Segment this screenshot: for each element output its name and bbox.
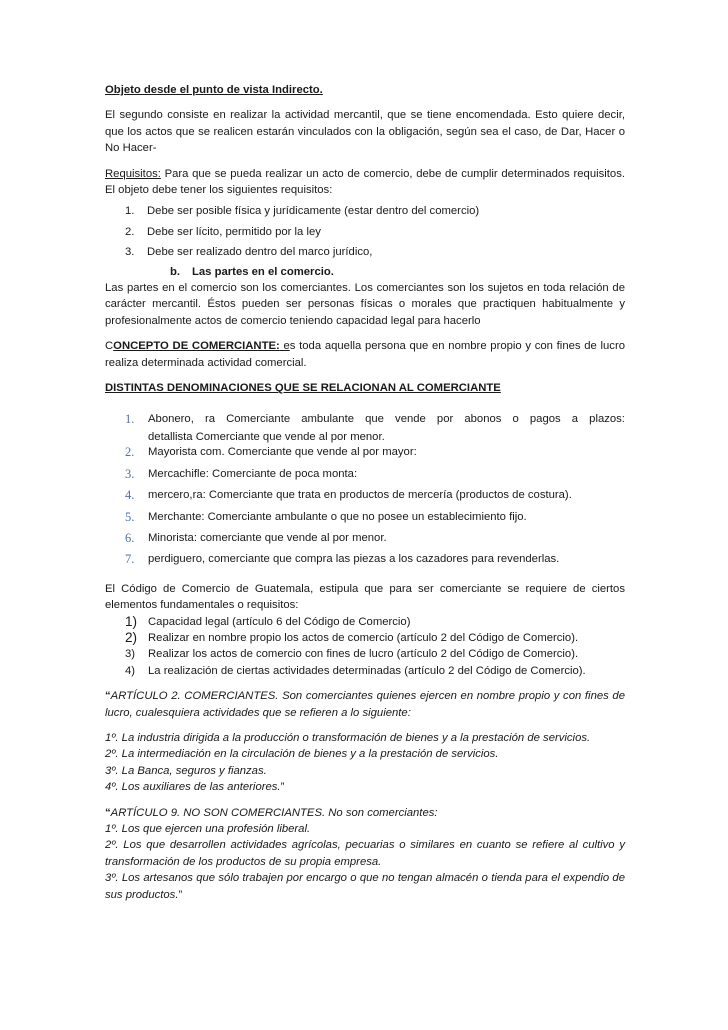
article-9-intro: “ARTÍCULO 9. NO SON COMERCIANTES. No son comerciantes:: [105, 806, 438, 819]
article-2-item: 2º. La intermediación en la circulación de bienes y a la prestación de servicios.: [105, 748, 499, 761]
list-item: 1) Capacidad legal (artículo 6 del Código de Comercio): [125, 613, 411, 629]
paragraph-concepto: CONCEPTO DE COMERCIANTE: es toda aquella persona que en nombre propio y con fines de lucro realiza determinada actividad comercial.: [105, 340, 625, 369]
paragraph-requisitos: [105, 166, 625, 199]
paragraph-partes: Las partes en el comercio son los comerciantes. Los comerciantes son los sujetos en toda relación de carácter mercantil. Éstos pueden ser personas físicas o morales que practiquen habitualmente y profesionalmente actos de comercio teniendo capacidad legal para hacerlo: [105, 282, 625, 327]
requisitos-text: Para que se pueda realizar un acto de comercio, debe de cumplir determinados requisitos. El objeto debe tener los siguientes requisitos:: [105, 167, 625, 197]
paragraph-codigo: El Código de Comercio de Guatemala, estipula que para ser comerciante se requiere de ciertos elementos fundamentales o requisitos:: [105, 582, 625, 612]
concepto-label: ONCEPTO DE COMERCIANTE:: [113, 340, 280, 353]
list-item: 2) Realizar en nombre propio los actos de comercio (artículo 2 del Código de Comercio).: [125, 629, 579, 645]
list-item: 2. Mayorista com. Comerciante que vende al por mayor:: [125, 445, 417, 460]
heading-objeto-indirecto: Objeto desde el punto de vista Indirecto.: [105, 84, 323, 96]
article-2-item: 4º. Los auxiliares de las anteriores.”: [105, 781, 285, 794]
list-item: 4. mercero,ra: Comerciante que trata en productos de mercería (productos de costura).: [125, 488, 572, 503]
list-item: 3) Realizar los actos de comercio con fines de lucro (artículo 2 del Código de Comercio).: [125, 648, 579, 661]
article-9-item: 1º. Los que ejercen una profesión liberal.: [105, 823, 311, 836]
list-item: 1. Debe ser posible física y jurídicamente (estar dentro del comercio): [125, 205, 480, 218]
paragraph-segundo: El segundo consiste en realizar la actividad mercantil, que se tiene encomendada. Esto quiere decir, que los actos que se realicen estarán vinculados con la obligación, según sea el caso, de Dar, Hacer o No Hacer-: [105, 109, 625, 155]
denom-first-line2: detallista Comerciante que vende al por menor.: [148, 430, 385, 443]
requisitos-label: Requisitos:: [105, 167, 161, 180]
list-item: 3. Mercachifle: Comerciante de poca monta:: [125, 466, 358, 481]
article-2-item: 1º. La industria dirigida a la producción o transformación de bienes y a la prestación de servicios.: [105, 732, 591, 744]
list-item: 2. Debe ser lícito, permitido por la ley: [125, 225, 321, 238]
article-9-item: 2º. Los que desarrollen actividades agrícolas, pecuarias o similares en cuanto se refiere al cultivo y transformación de los productos de su propia empresa.: [105, 839, 625, 868]
subheading-partes: b. Las partes en el comercio.: [170, 265, 334, 278]
article-2-intro: “ARTÍCULO 2. COMERCIANTES. Son comerciantes quienes ejercen en nombre propio y con fines de lucro, cualesquiera actividades que se refieren a lo siguiente:: [105, 690, 625, 719]
list-item: 3. Debe ser realizado dentro del marco jurídico,: [125, 246, 373, 259]
list-item: 1. Abonero, ra Comerciante ambulante que vende por abonos o pagos a plazos:: [125, 411, 625, 426]
list-item: 6. Minorista: comerciante que vende al por menor.: [125, 530, 387, 545]
list-item: 7. perdiguero, comerciante que compra las piezas a los cazadores para revenderlas.: [125, 552, 560, 567]
list-item: 4) La realización de ciertas actividades determinadas (artículo 2 del Código de Comercio).: [125, 664, 586, 677]
article-9-item: 3º. Los artesanos que sólo trabajen por encargo o que no tengan almacén o tienda para el expendio de sus productos.”: [105, 872, 625, 901]
list-item: 5. Merchante: Comerciante ambulante o que no posee un establecimiento fijo.: [125, 509, 527, 524]
document-body: [105, 82, 625, 903]
denom-first-line: Abonero, ra Comerciante ambulante que vende por abonos o pagos a plazos:: [148, 412, 625, 425]
article-2-item: 3º. La Banca, seguros y fianzas.: [105, 764, 267, 777]
heading-denominaciones: DISTINTAS DENOMINACIONES QUE SE RELACIONAN AL COMERCIANTE: [105, 382, 501, 395]
